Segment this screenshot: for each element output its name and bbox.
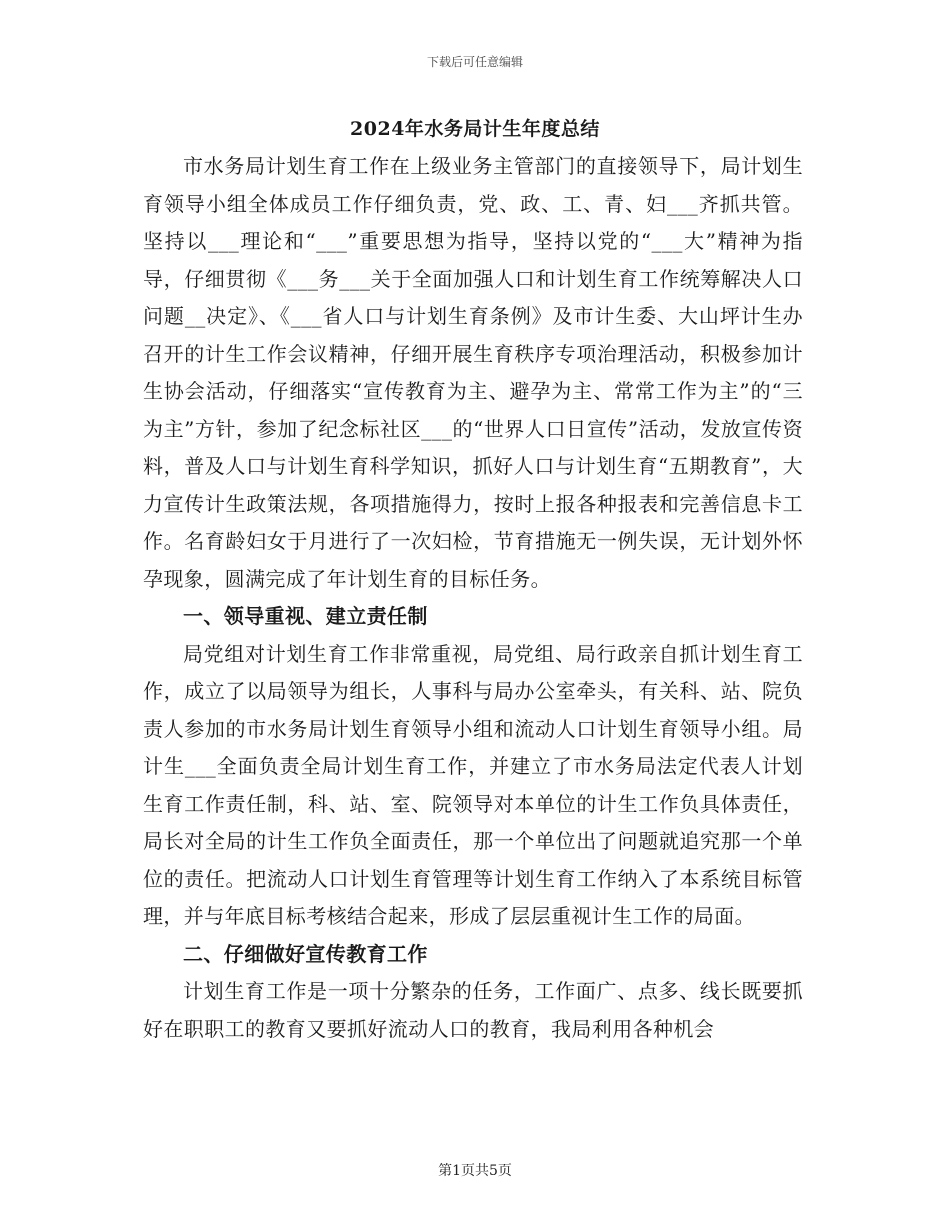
- paragraph-section-1: 局党组对计划生育工作非常重视，局党组、局行政亲自抓计划生育工作，成立了以局领导为组长，人事科与局办公室牵头，有关科、站、院负责人参加的市水务局计划生育领导小组和流动人口计划生育领导小组。局计生___全面负责全局计划生育工作，并建立了市水务局法定代表人计划生育工作责任制，科、站、室、院领导对本单位的计生工作负具体责任，局长对全局的计生工作负全面责任，那一个单位出了问题就追究那一个单位的责任。把流动人口计划生育管理等计划生育工作纳入了本系统目标管理，并与年底目标考核结合起来，形成了层层重视计生工作的局面。: [143, 641, 803, 928]
- document-body: [143, 148, 803, 1048]
- paragraph-section-2: 计划生育工作是一项十分繁杂的任务，工作面广、点多、线长既要抓好在职职工的教育又要抓好流动人口的教育，我局利用各种机会: [143, 979, 803, 1041]
- page-number-footer: 第1页共5页: [438, 1163, 512, 1179]
- header-note: 下载后可任意编辑: [426, 55, 523, 69]
- section-heading-1: 一、领导重视、建立责任制: [183, 604, 428, 628]
- paragraph-intro: 市水务局计划生育工作在上级业务主管部门的直接领导下，局计划生育领导小组全体成员工作仔细负责，党、政、工、青、妇___齐抓共管。坚持以___理论和“___”重要思想为指导，坚持以党的“___大”精神为指导，仔细贯彻《___务___关于全面加强人口和计划生育工作统筹解决人口问题__决定》、《___省人口与计划生育条例》及市计生委、大山坪计生办召开的计生工作会议精神，仔细开展生育秩序专项治理活动，积极参加计生协会活动，仔细落实“宣传教育为主、避孕为主、常常工作为主”的“三为主”方针，参加了纪念标社区___的“世界人口日宣传”活动，发放宣传资料，普及人口与计划生育科学知识，抓好人口与计划生育“五期教育”，大力宣传计生政策法规，各项措施得力，按时上报各种报表和完善信息卡工作。名育龄妇女于月进行了一次妇检，节育措施无一例失误，无计划外怀孕现象，圆满完成了年计划生育的目标任务。: [143, 154, 803, 591]
- section-heading-2: 二、仔细做好宣传教育工作: [183, 941, 428, 966]
- document-title: 2024年水务局计生年度总结: [350, 118, 600, 140]
